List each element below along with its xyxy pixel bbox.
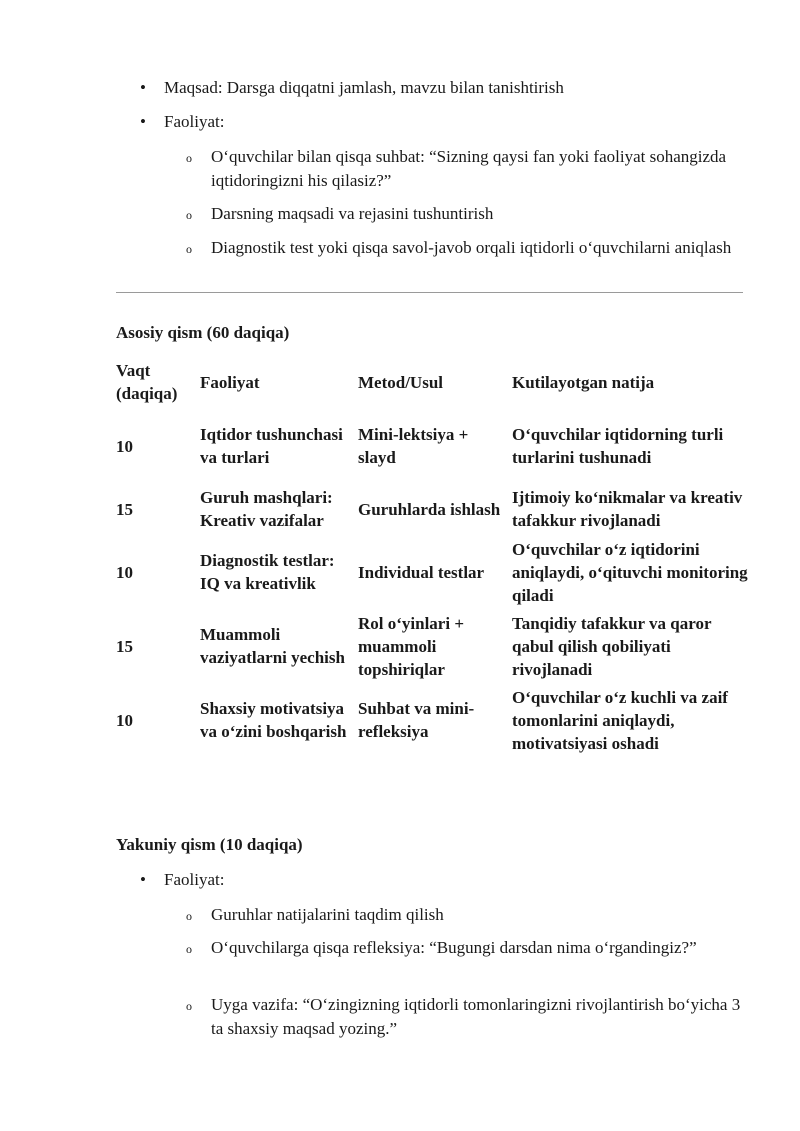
column-header: Metod/Usul [358,372,443,392]
lesson-plan-table [112,355,752,757]
sub-bullet-marker: o [186,909,192,923]
horizontal-divider [116,292,743,293]
table-cell: Individual testlar [358,562,485,582]
table-cell: Guruhlarda ishlash [358,499,501,519]
bullet-marker: • [140,78,146,97]
table-row [112,535,752,609]
table-cell: 15 [116,636,133,656]
sub-bullet-text: O‘quvchilarga qisqa refleksiya: “Bugungi darsdan nima o‘rgandingiz?” [211,938,697,957]
table-cell: 10 [116,436,133,456]
table-cell: Iqtidor tushunchasi va turlari [200,425,343,467]
sub-bullet-marker: o [186,208,192,222]
table-cell: Suhbat va mini-refleksiya [358,699,475,741]
table-header-row [112,355,752,409]
table-row [112,609,752,683]
table-row [112,409,752,483]
table-cell: 10 [116,562,133,582]
table-cell: Ijtimoiy ko‘nikmalar va kreativ tafakkur rivojlanadi [512,488,743,530]
sub-bullet-text: Darsning maqsadi va rejasini tushuntirish [211,204,494,223]
section-heading-main: Asosiy qism (60 daqiqa) [116,323,290,342]
column-header: Faoliyat [200,372,260,392]
bullet-marker: • [140,112,146,131]
sub-bullet-text: Uyga vazifa: “O‘zingizning iqtidorli tomonlaringizni rivojlantirish bo‘yicha 3 ta shaxsiy maqsad yozing.” [211,995,741,1038]
table-cell: O‘quvchilar iqtidorning turli turlarini tushunadi [512,425,724,467]
table-cell: Shaxsiy motivatsiya va o‘zini boshqarish [200,699,347,741]
table-cell: O‘quvchilar o‘z iqtidorini aniqlaydi, o‘qituvchi monitoring qiladi [512,539,748,605]
table-cell: 15 [116,499,133,519]
sub-bullet-text: Guruhlar natijalarini taqdim qilish [211,905,444,924]
table-cell: 10 [116,710,133,730]
section-heading-final: Yakuniy qism (10 daqiqa) [116,835,303,854]
bullet-text: Faoliyat: [164,870,225,889]
bullet-text: Faoliyat: [164,112,225,131]
column-header: Kutilayotgan natija [512,372,655,392]
sub-bullet-text: O‘quvchilar bilan qisqa suhbat: “Sizning qaysi fan yoki faoliyat sohangizda iqtidoringizni his qilasiz?” [211,147,727,190]
table-cell: Diagnostik testlar: IQ va kreativlik [200,551,335,593]
table-cell: Mini-lektsiya + slayd [358,425,469,467]
sub-bullet-text: Diagnostik test yoki qisqa savol-javob orqali iqtidorli o‘quvchilarni aniqlash [211,238,732,257]
table-row [112,683,752,757]
sub-bullet-marker: o [186,151,192,165]
bullet-text: Maqsad: Darsga diqqatni jamlash, mavzu bilan tanishtirish [164,78,564,97]
table-cell: O‘quvchilar o‘z kuchli va zaif tomonlarini aniqlaydi, motivatsiyasi oshadi [512,687,728,753]
sub-bullet-marker: o [186,942,192,956]
table-cell: Muammoli vaziyatlarni yechish [200,625,345,667]
bullet-marker: • [140,870,146,889]
table-cell: Tanqidiy tafakkur va qaror qabul qilish qobiliyati rivojlanadi [512,613,712,679]
table-cell: Guruh mashqlari: Kreativ vazifalar [200,488,333,530]
table-cell: Rol o‘yinlari + muammoli topshiriqlar [358,613,465,679]
table-row [112,483,752,535]
sub-bullet-marker: o [186,242,192,256]
column-header: Vaqt (daqiqa) [116,361,178,403]
sub-bullet-marker: o [186,999,192,1013]
